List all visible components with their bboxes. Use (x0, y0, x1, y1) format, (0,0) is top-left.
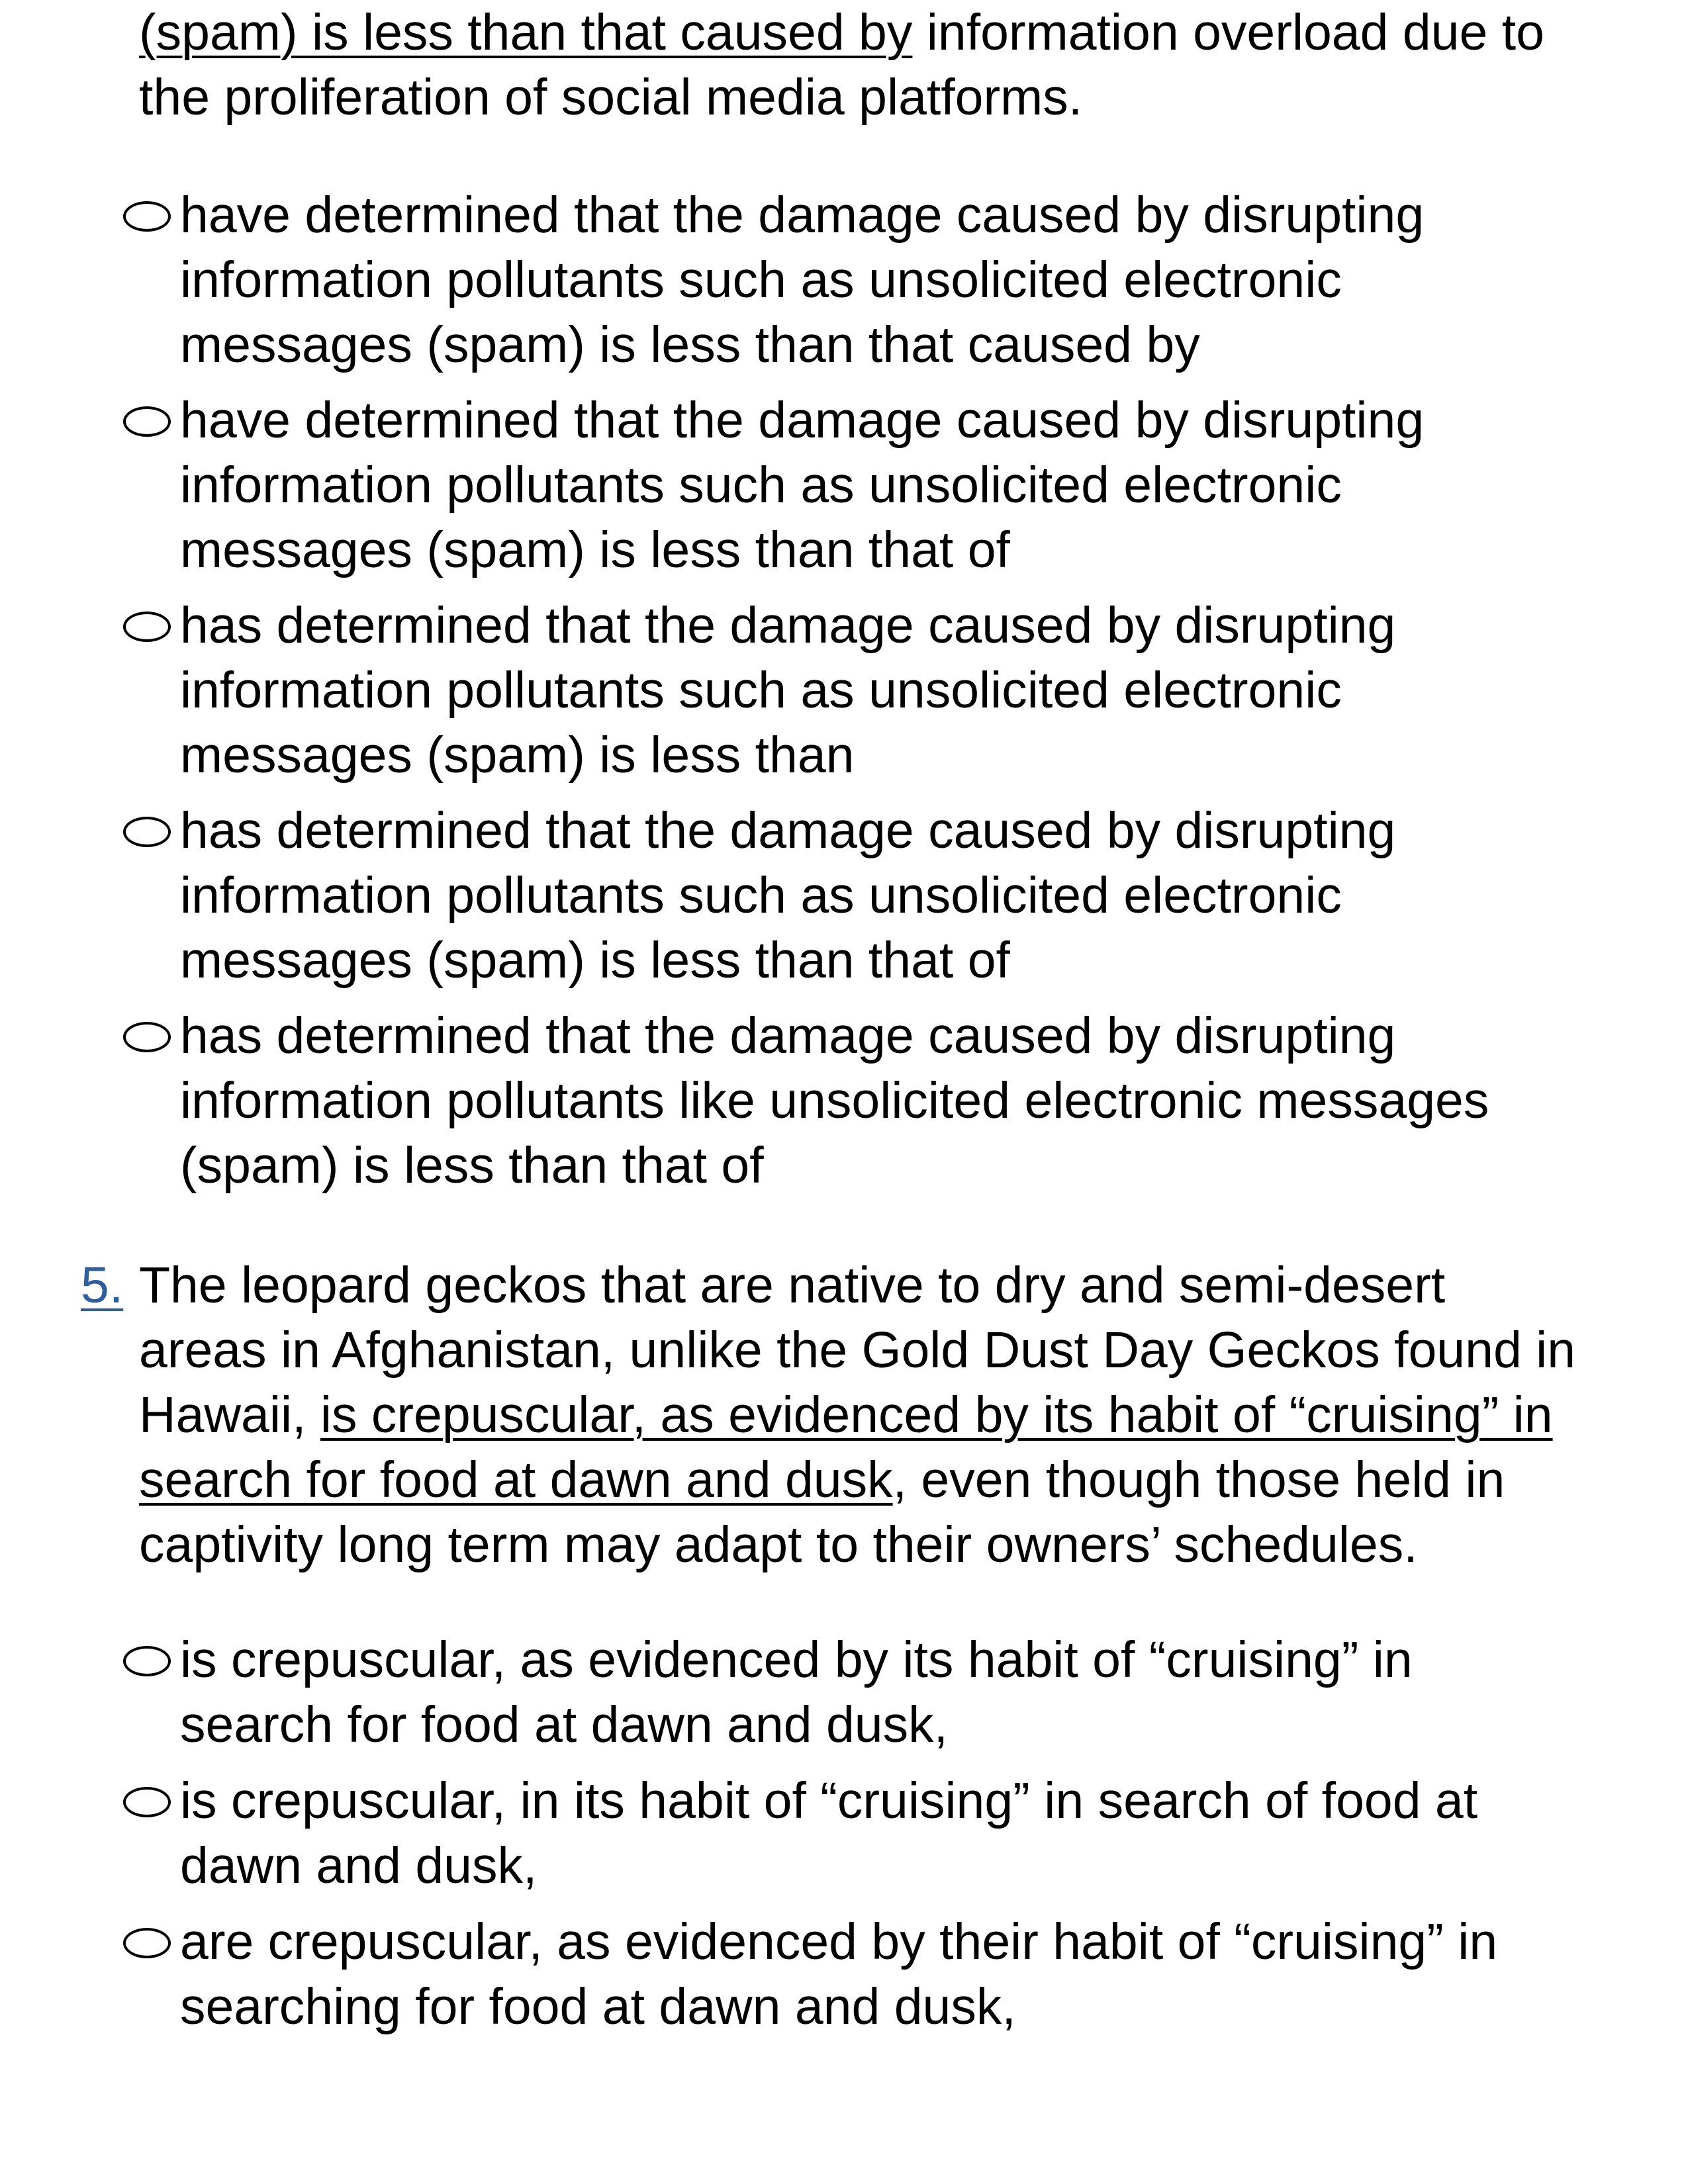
q4-option-d[interactable] (123, 798, 1665, 993)
radio-button-icon[interactable] (123, 201, 171, 232)
option-line: has determined that the damage caused by disrupting (180, 597, 1396, 654)
q5-stem-line: areas in Afghanistan, unlike the Gold Dust Day Geckos found in (139, 1322, 1576, 1379)
q4-stem-text-line2: the proliferation of social media platforms. (139, 69, 1083, 126)
q4-option-c[interactable] (123, 593, 1665, 788)
q5-option-a-label (180, 1627, 1623, 1757)
q4-option-b-label (180, 388, 1623, 582)
option-line: messages (spam) is less than (180, 727, 855, 784)
option-line: messages (spam) is less than that of (180, 932, 1010, 989)
q4-stem-tail (139, 0, 1662, 130)
option-line: have determined that the damage caused by disrupting (180, 392, 1425, 449)
q5-stem-line: The leopard geckos that are native to dry and semi-desert (139, 1257, 1446, 1314)
q4-option-b[interactable] (123, 388, 1665, 582)
radio-button-icon[interactable] (123, 1646, 171, 1676)
q5-underlined-phrase: is crepuscular, as evidenced by its habit of “cruising” in (320, 1387, 1553, 1443)
q5-option-b[interactable] (123, 1768, 1665, 1898)
q5-stem-text: Hawaii, (139, 1387, 320, 1443)
radio-button-icon[interactable] (123, 406, 171, 437)
option-line: has determined that the damage caused by disrupting (180, 1007, 1396, 1064)
option-line: information pollutants such as unsolicited electronic (180, 251, 1342, 308)
question-5-number-link[interactable]: 5. (81, 1257, 124, 1314)
option-line: is crepuscular, in its habit of “cruising” in search of food at (180, 1772, 1478, 1829)
q4-stem-text: information overload due to (912, 4, 1544, 61)
q5-stem-text: , even though those held in (892, 1451, 1505, 1508)
option-line: messages (spam) is less than that of (180, 522, 1010, 578)
q4-option-d-label (180, 798, 1623, 993)
option-line: is crepuscular, as evidenced by its habit of “cruising” in (180, 1631, 1413, 1688)
q5-underlined-phrase-cont: search for food at dawn and dusk (139, 1451, 893, 1508)
option-line: information pollutants such as unsolicited electronic (180, 457, 1342, 514)
q4-option-e-label (180, 1003, 1623, 1198)
q5-option-c[interactable] (123, 1909, 1665, 2039)
radio-button-icon[interactable] (123, 1787, 171, 1817)
q5-stem (139, 1253, 1662, 1577)
radio-button-icon[interactable] (123, 1022, 171, 1052)
option-line: (spam) is less than that of (180, 1137, 764, 1194)
option-line: searching for food at dawn and dusk, (180, 1978, 1016, 2035)
radio-button-icon[interactable] (123, 612, 171, 642)
option-line: have determined that the damage caused by disrupting (180, 187, 1425, 244)
q5-stem-line: captivity long term may adapt to their owners’ schedules. (139, 1516, 1418, 1573)
q4-option-e[interactable] (123, 1003, 1665, 1198)
option-line: search for food at dawn and dusk, (180, 1696, 949, 1753)
option-line: has determined that the damage caused by disrupting (180, 802, 1396, 859)
q4-option-a[interactable] (123, 183, 1665, 377)
q5-option-b-label (180, 1768, 1623, 1898)
option-line: information pollutants such as unsolicited electronic (180, 662, 1342, 719)
option-line: information pollutants like unsolicited electronic messages (180, 1072, 1489, 1129)
q4-option-c-label (180, 593, 1623, 788)
option-line: dawn and dusk, (180, 1837, 538, 1894)
radio-button-icon[interactable] (123, 1928, 171, 1958)
option-line: messages (spam) is less than that caused by (180, 316, 1200, 373)
q5-option-c-label (180, 1909, 1623, 2039)
radio-button-icon[interactable] (123, 817, 171, 847)
q4-option-a-label (180, 183, 1623, 377)
q4-underlined-phrase: (spam) is less than that caused by (139, 4, 913, 61)
option-line: are crepuscular, as evidenced by their habit of “cruising” in (180, 1913, 1498, 1970)
q5-option-a[interactable] (123, 1627, 1665, 1757)
option-line: information pollutants such as unsolicited electronic (180, 867, 1342, 924)
